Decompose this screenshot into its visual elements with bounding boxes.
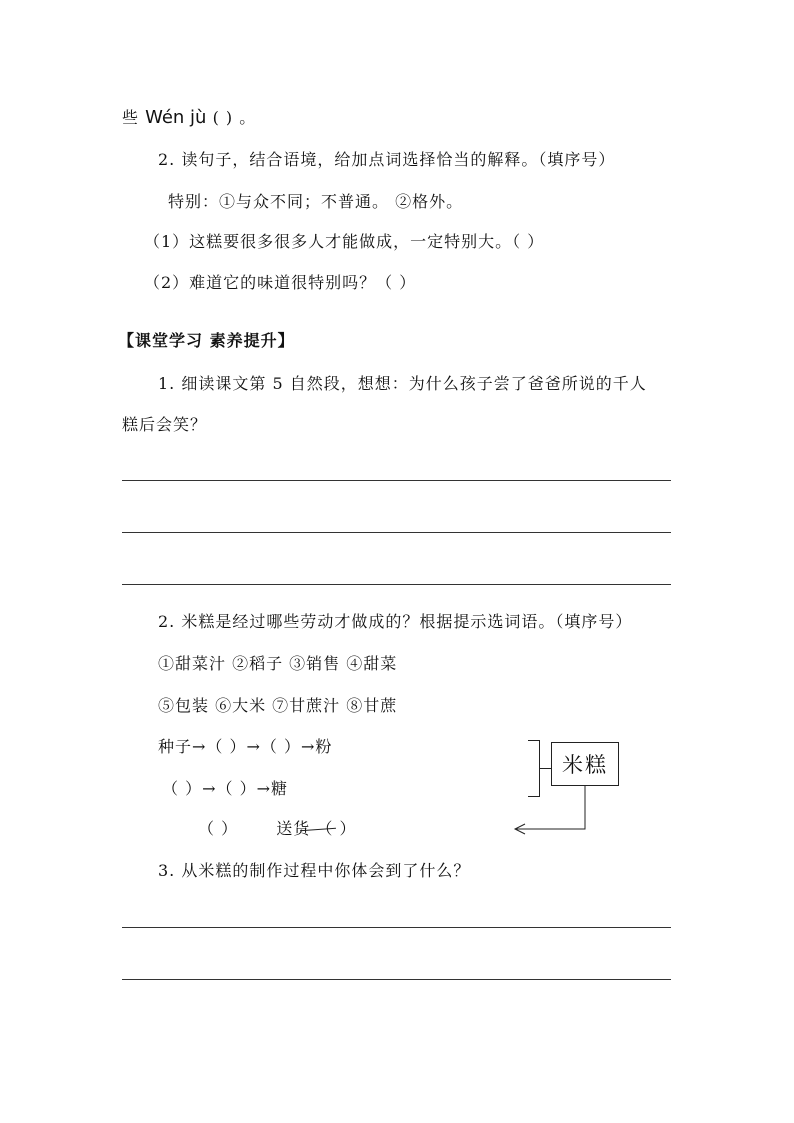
answer-blank[interactable]: ( ) [212,108,234,127]
cq2-options-row-2: ⑤包装 ⑥大米 ⑦甘蔗汁 ⑧甘蔗 [158,696,398,715]
q2-definitions: 特别：①与众不同；不普通。 ②格外。 [168,192,464,211]
flow-blank-right[interactable]: （ ） [316,819,357,838]
flow-blank-left[interactable]: （ ） [198,819,239,838]
cq3-prompt: 3. 从米糕的制作过程中你体会到了什么？ [158,861,471,880]
delivery-label: 送货 [276,819,311,838]
flow-row-flour[interactable]: 种子→（ ）→（ ）→粉 [158,737,333,756]
vocab-suffix: 。 [239,108,257,127]
answer-line[interactable] [122,979,671,980]
q2-item-2[interactable]: （2）难道它的味道很特别吗？（ ） [144,273,417,292]
cq2-options-row-1: ①甜菜汁 ②稻子 ③销售 ④甜菜 [158,654,398,673]
vocab-prefix: 些 [122,108,140,127]
product-box: 米糕 [551,742,619,786]
pinyin-text: Wén jù [145,107,207,128]
cq1-line-1: 1. 细读课文第 5 自然段，想想：为什么孩子尝了爸爸所说的千人 [158,374,647,393]
q2-prompt: 2. 读句子，结合语境，给加点词选择恰当的解释。（填序号） [158,150,616,169]
section-heading: 【课堂学习 素养提升】 [118,331,295,350]
cq1-line-2: 糕后会笑？ [122,415,208,434]
q2-item-1[interactable]: （1）这糕要很多很多人才能做成，一定特别大。（ ） [144,232,545,251]
answer-line[interactable] [122,927,671,928]
cq2-prompt: 2. 米糕是经过哪些劳动才做成的？根据提示选词语。（填序号） [158,612,633,631]
flow-row-sugar[interactable]: （ ）→（ ）→糖 [162,779,288,798]
